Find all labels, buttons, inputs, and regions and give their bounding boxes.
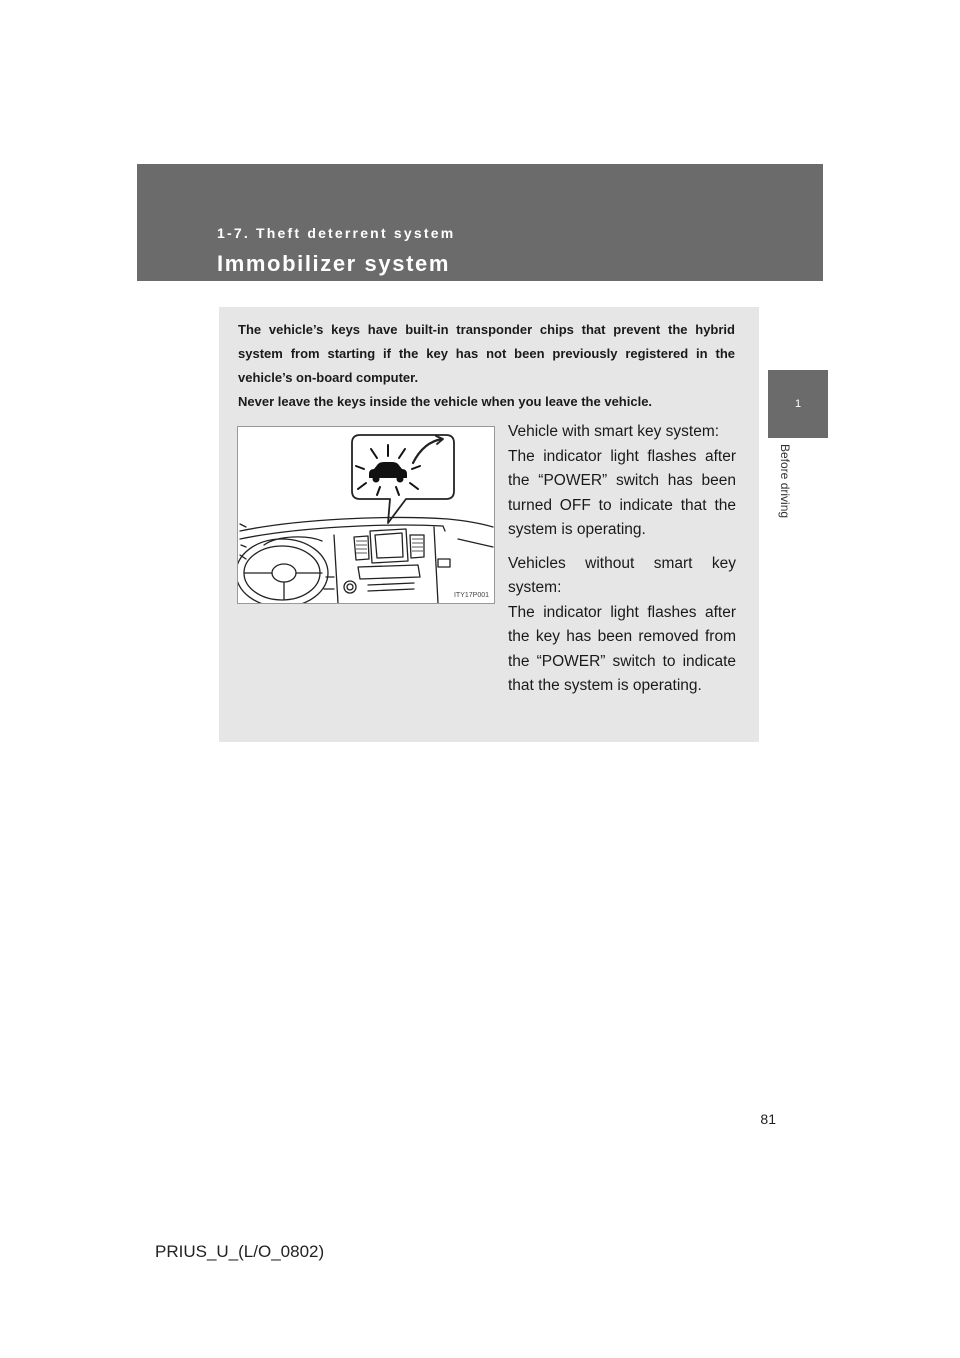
- header-band: [137, 164, 823, 281]
- notes-column: [508, 420, 736, 708]
- note-smart-key: [508, 420, 736, 543]
- intro-paragraph: The vehicle’s keys have built-in transponder chips that prevent the hybrid system from starting if the key has not been previously registered in the vehicle’s on-board computer.: [238, 322, 735, 385]
- chapter-tab-label-text: Before driving: [778, 444, 792, 519]
- content-box: [219, 307, 759, 742]
- note-text: The indicator light flashes after the “POWER” switch has been turned OFF to indicate that the system is operating.: [508, 447, 736, 538]
- section-label: 1-7. Theft deterrent system: [217, 225, 456, 241]
- dashboard-security-indicator-illustration-icon: [238, 427, 494, 603]
- warning-paragraph: Never leave the keys inside the vehicle when you leave the vehicle.: [238, 394, 653, 409]
- figure-code: ITY17P001: [453, 592, 489, 599]
- note-no-smart-key: [508, 552, 736, 699]
- note-heading: Vehicles without smart key system:: [508, 554, 736, 596]
- note-text: The indicator light flashes after the key has been removed from the “POWER” switch to indicate that the system is operating.: [508, 603, 736, 694]
- page-title: Immobilizer system: [217, 251, 450, 276]
- chapter-tab-number: 1: [794, 398, 802, 410]
- footer-code: PRIUS_U_(L/O_0802): [155, 1242, 325, 1261]
- page-number: 81: [760, 1111, 776, 1127]
- chapter-tab[interactable]: [768, 370, 828, 438]
- dashboard-illustration: [237, 426, 495, 604]
- intro-text: [238, 318, 735, 414]
- note-heading: Vehicle with smart key system:: [508, 423, 720, 440]
- chapter-tab-label: [778, 444, 806, 554]
